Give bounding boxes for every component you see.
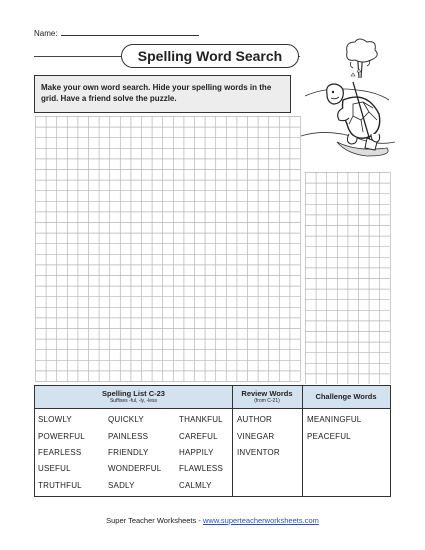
spelling-word: HAPPILY [179, 448, 214, 457]
challenge-word: MEANINGFUL [307, 415, 362, 424]
spelling-word: FEARLESS [38, 448, 82, 457]
instructions-box: Make your own word search. Hide your spelling words in the grid. Have a friend solve the puzzle. [34, 75, 291, 113]
spelling-word: TRUTHFUL [38, 481, 82, 490]
spelling-word: USEFUL [38, 464, 71, 473]
spelling-word: CALMLY [179, 481, 212, 490]
word-search-grid[interactable] [35, 116, 305, 384]
column-divider [302, 386, 303, 496]
spelling-word: FRIENDLY [108, 448, 149, 457]
spelling-word: SADLY [108, 481, 135, 490]
spelling-list-subheader: Suffixes -ful, -ly, -less [109, 398, 158, 404]
spelling-word: THANKFUL [179, 415, 223, 424]
spelling-word: POWERFUL [38, 432, 85, 441]
spelling-word: WONDERFUL [108, 464, 162, 473]
spelling-word: PAINLESS [108, 432, 149, 441]
name-field [34, 29, 199, 38]
review-words-header: Review Words (from C-21) [232, 389, 302, 404]
name-label: Name: [34, 29, 58, 38]
name-line[interactable] [61, 29, 199, 36]
review-words-subheader: (from C-21) [254, 398, 280, 404]
spelling-word: CAREFUL [179, 432, 218, 441]
spelling-word: QUICKLY [108, 415, 144, 424]
spelling-list-header: Spelling List C-23 Suffixes -ful, -ly, -less [35, 389, 232, 404]
review-word: INVENTOR [237, 448, 280, 457]
spelling-word-table [34, 385, 391, 497]
spelling-word: SLOWLY [38, 415, 72, 424]
word-search-grid-extension[interactable] [305, 172, 391, 384]
footer-link[interactable]: www.superteacherworksheets.com [202, 516, 319, 525]
challenge-words-header: Challenge Words [315, 392, 377, 401]
turtle-illustration [297, 38, 397, 158]
footer [0, 516, 425, 525]
review-word: AUTHOR [237, 415, 272, 424]
review-word: VINEGAR [237, 432, 275, 441]
page-title: Spelling Word Search [121, 44, 299, 68]
footer-text: Super Teacher Worksheets - [106, 516, 203, 525]
spelling-word: FLAWLESS [179, 464, 223, 473]
challenge-word: PEACEFUL [307, 432, 351, 441]
